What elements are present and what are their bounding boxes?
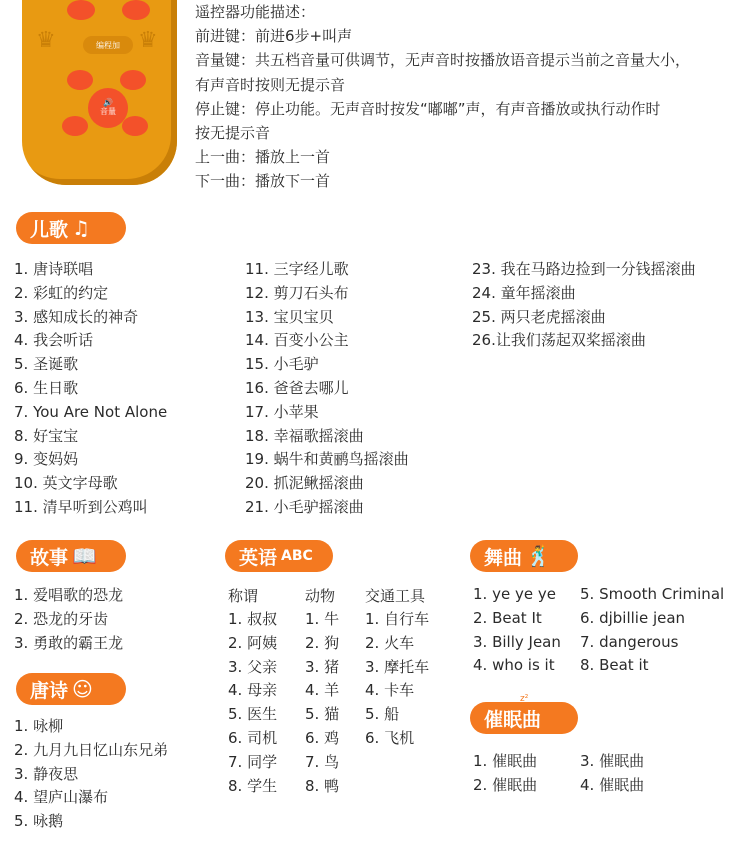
description-line: 上一曲：播放上一首	[195, 148, 331, 167]
description-title: 遥控器功能描述：	[195, 3, 316, 21]
wuqu-list-col1	[473, 583, 561, 678]
description-line: 音量键：共五档音量可供调节，无声音时按播放语音提示当前之音量大小，	[195, 51, 691, 70]
list-item: 6. 飞机	[365, 728, 415, 747]
list-item: 8. 学生	[228, 776, 278, 795]
list-item: 3. 催眠曲	[580, 752, 645, 770]
list-item: 2. 狗	[305, 633, 340, 652]
list-item: 15. 小毛驴	[245, 355, 319, 374]
list-item: 4. 母亲	[228, 681, 278, 700]
section-badge-tangshi	[16, 673, 126, 705]
list-item: 1. ye ye ye	[473, 585, 556, 603]
list-item: 3. 父亲	[228, 657, 278, 676]
yingyu-list-col3	[365, 608, 429, 751]
cuimianqu-list-col1	[473, 750, 537, 798]
list-item: 5. 猫	[305, 705, 340, 724]
list-item: 23. 我在马路边捡到一分钱摇滚曲	[472, 260, 696, 278]
crown-icon: ♛	[138, 28, 158, 53]
list-item: 11. 三字经儿歌	[245, 260, 349, 278]
section-title: 英语	[239, 546, 278, 569]
section-title: 唐诗	[30, 679, 69, 702]
list-item: 18. 幸福歌摇滚曲	[245, 426, 364, 445]
list-item: 24. 童年摇滚曲	[472, 283, 576, 302]
list-item: 1. 自行车	[365, 610, 430, 628]
list-item: 6. 鸡	[305, 728, 340, 747]
section-title: 儿歌	[30, 218, 69, 241]
list-item: 6. djbillie jean	[580, 608, 686, 627]
remote-description	[195, 0, 745, 194]
yingyu-list-col2	[305, 608, 339, 798]
section-badge-yingyu	[225, 540, 333, 572]
erge-list-col1	[14, 258, 167, 520]
list-item: 5. 医生	[228, 705, 278, 724]
list-item: 1. 叔叔	[228, 610, 278, 628]
remote-button	[120, 70, 146, 90]
list-item: 3. 猪	[305, 657, 340, 676]
column-header: 称谓	[228, 587, 259, 605]
list-item: 8. 鸭	[305, 776, 340, 795]
poet-face-icon: ☺	[72, 677, 93, 701]
wuqu-list-col2	[580, 583, 724, 678]
description-line: 下一曲：播放下一首	[195, 172, 331, 191]
erge-list-col3	[472, 258, 696, 353]
list-item: 7. 同学	[228, 752, 278, 771]
list-item: 5. Smooth Criminal	[580, 585, 725, 603]
remote-control-image	[22, 0, 177, 185]
list-item: 9. 变妈妈	[14, 450, 79, 469]
list-item: 11. 清早听到公鸡叫	[14, 497, 148, 516]
list-item: 8. Beat it	[580, 656, 649, 675]
tangshi-list	[14, 715, 168, 834]
list-item: 12. 剪刀石头布	[245, 283, 349, 302]
open-book-icon: 📖	[72, 544, 97, 568]
volume-button: 🔊 音量	[88, 88, 128, 128]
list-item: 19. 蜗牛和黄鹂鸟摇滚曲	[245, 450, 409, 469]
zzz-icon: z²	[520, 694, 529, 704]
remote-button	[62, 116, 88, 136]
list-item: 2. Beat It	[473, 608, 542, 627]
list-item: 4. 羊	[305, 681, 340, 700]
section-badge-gushi	[16, 540, 126, 572]
list-item: 6. 司机	[228, 728, 278, 747]
list-item: 8. 好宝宝	[14, 426, 79, 445]
list-item: 25. 两只老虎摇滚曲	[472, 307, 606, 326]
list-item: 4. who is it	[473, 656, 555, 675]
list-item: 2. 阿姨	[228, 633, 278, 652]
list-item: 1. 爱唱歌的恐龙	[14, 586, 124, 604]
list-item: 2. 催眠曲	[473, 775, 538, 794]
list-item: 7. dangerous	[580, 632, 679, 651]
section-title: 故事	[30, 546, 69, 569]
abc-icon: ABC	[281, 548, 313, 564]
list-item: 14. 百变小公主	[245, 331, 349, 350]
list-item: 4. 卡车	[365, 681, 415, 700]
list-item: 1. 咏柳	[14, 717, 64, 735]
list-item: 3. 静夜思	[14, 764, 79, 783]
column-header: 动物	[305, 587, 336, 605]
dancer-icon: 🕺	[526, 544, 551, 568]
description-line: 前进键：前进6步+叫声	[195, 27, 353, 46]
list-item: 16. 爸爸去哪儿	[245, 378, 349, 397]
gushi-list	[14, 584, 123, 655]
list-item: 3. 勇敢的霸王龙	[14, 633, 124, 652]
list-item: 20. 抓泥鳅摇滚曲	[245, 474, 364, 493]
list-item: 10. 英文字母歌	[14, 474, 118, 493]
section-title: 催眠曲	[484, 708, 542, 731]
section-badge-cuimianqu	[470, 702, 578, 734]
list-item: 4. 我会听话	[14, 331, 94, 350]
list-item: 3. 感知成长的神奇	[14, 307, 139, 326]
remote-button	[67, 70, 93, 90]
list-item: 6. 生日歌	[14, 378, 79, 397]
list-item: 26.让我们荡起双桨摇滚曲	[472, 331, 646, 350]
list-item: 5. 圣诞歌	[14, 355, 79, 374]
section-badge-erge	[16, 212, 126, 244]
list-item: 4. 望庐山瀑布	[14, 788, 109, 807]
description-line: 按无提示音	[195, 124, 271, 143]
description-line: 有声音时按则无提示音	[195, 75, 346, 94]
list-item: 3. 摩托车	[365, 657, 430, 676]
list-item: 2. 彩虹的约定	[14, 283, 109, 302]
list-item: 2. 九月九日忆山东兄弟	[14, 740, 169, 759]
cuimianqu-list-col2	[580, 750, 644, 798]
list-item: 7. 鸟	[305, 752, 340, 771]
remote-mid-button: 编程加	[83, 36, 133, 54]
column-header: 交通工具	[365, 587, 426, 605]
list-item: 17. 小苹果	[245, 402, 319, 421]
list-item: 2. 恐龙的牙齿	[14, 609, 109, 628]
list-item: 1. 牛	[305, 610, 340, 628]
erge-list-col2	[245, 258, 409, 520]
list-item: 3. Billy Jean	[473, 632, 561, 651]
music-note-icon: ♫	[72, 216, 90, 240]
section-title: 舞曲	[484, 546, 523, 569]
remote-button	[122, 116, 148, 136]
remote-button	[122, 0, 150, 20]
list-item: 21. 小毛驴摇滚曲	[245, 497, 364, 516]
list-item: 7. You Are Not Alone	[14, 402, 168, 421]
speaker-icon: 🔊	[103, 98, 113, 108]
yingyu-list-col1	[228, 608, 277, 798]
crown-icon: ♛	[36, 28, 56, 53]
section-badge-wuqu	[470, 540, 578, 572]
list-item: 5. 船	[365, 705, 400, 724]
list-item: 1. 唐诗联唱	[14, 260, 94, 278]
list-item: 13. 宝贝宝贝	[245, 307, 334, 326]
list-item: 5. 咏鹅	[14, 812, 64, 831]
list-item: 4. 催眠曲	[580, 775, 645, 794]
list-item: 1. 催眠曲	[473, 752, 538, 770]
description-line: 停止键：停止功能。无声音时按发“嘟嘟”声，有声音播放或执行动作时	[195, 99, 661, 118]
remote-button	[67, 0, 95, 20]
list-item: 2. 火车	[365, 633, 415, 652]
